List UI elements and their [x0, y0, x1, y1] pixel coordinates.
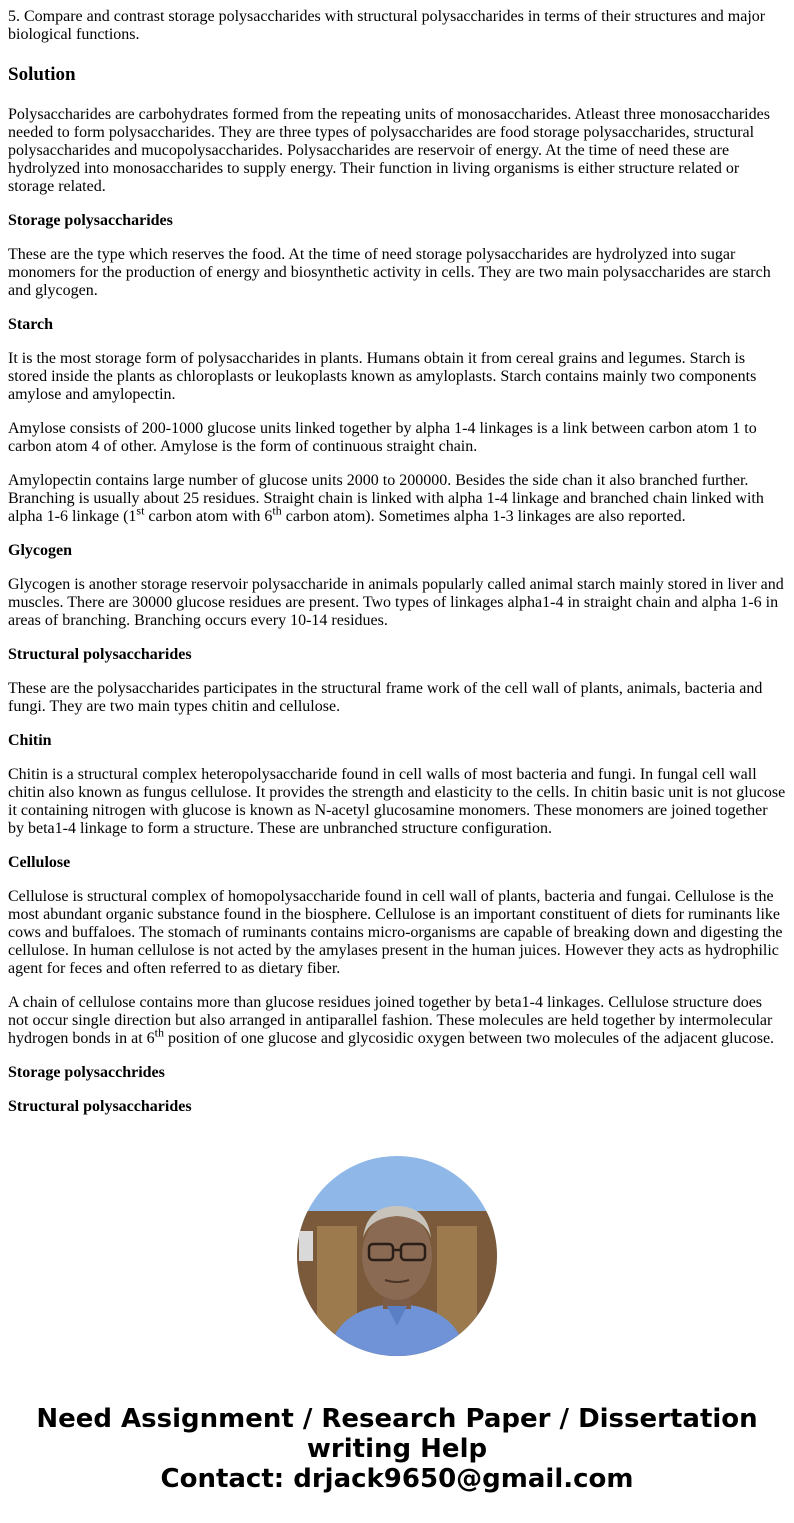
glycogen-heading: Glycogen — [8, 542, 72, 559]
question-text: 5. Compare and contrast storage polysaccharides with structural polysaccharides in terms of their structures and major biological functions. — [8, 8, 766, 43]
promo-banner — [0, 1404, 794, 1494]
chitin-heading: Chitin — [8, 732, 52, 749]
starch-paragraph-1: It is the most storage form of polysaccharides in plants. Humans obtain it from cereal grains and legumes. Starch is stored inside the plants as chloroplasts or leukoplasts known as amyloplasts. Starch contains mainly two components amylose and amylopectin. — [8, 350, 757, 403]
cellulose-paragraph-1: Cellulose is structural complex of homopolysaccharide found in cell wall of plants, bacteria and fungai. Cellulose is the most abundant organic substance found in the biosphere. Cellulose is an important constituent of diets for ruminants like cows and buffaloes. The stomach of ruminants contains micro-organisms are capable of breaking down and digesting the cellulose. In human cellulose is not acted by the amylases present in the human juices. However they acts as hydrophilic agent for feces and often referred to as dietary fiber. — [8, 888, 783, 977]
starch-p3-part-b: carbon atom with 6 — [144, 508, 273, 525]
starch-p3-sup-1: st — [136, 503, 145, 518]
glycogen-paragraph: Glycogen is another storage reservoir polysaccharide in animals popularly called animal starch mainly stored in liver and muscles. There are 30000 glucose residues are present. Two types of linkages alpha1-4 in straight chain and alpha 1-6 in areas of branching. Branching occurs every 10-14 residues. — [8, 576, 784, 629]
cellulose-p2-part-a: A chain of cellulose contains more than glucose residues joined together by beta1-4 linkages. Cellulose structure does not occur single direction but also arranged in antiparallel fashion. These molecules are held together by intermolecular hydrogen bonds in at 6 — [8, 994, 773, 1047]
promo-line-1: Need Assignment / Research Paper / Dissertation — [36, 1404, 758, 1434]
cellulose-p2-sup: th — [154, 1025, 164, 1040]
promo-line-2: writing Help — [306, 1434, 488, 1464]
starch-p3-part-a: Amylopectin contains large number of glucose units 2000 to 200000. Besides the side chan it also branched further. Branching is usually about 25 residues. Straight chain is linked with alpha 1-4 linkage and branched chain linked with alpha 1-6 linkage (1 — [8, 472, 764, 525]
promo-contact: Contact: drjack9650@gmail.com — [160, 1464, 634, 1494]
storage-heading: Storage polysaccharides — [8, 212, 173, 229]
structural-heading: Structural polysaccharides — [8, 646, 192, 663]
chitin-paragraph: Chitin is a structural complex heteropolysaccharide found in cell walls of most bacteria and fungi. In fungal cell wall chitin also known as fungus cellulose. It provides the strength and elasticity to the cells. In chitin basic unit is not glucose it containing nitrogen with glucose is known as N-acetyl glucosamine monomers. These monomers are joined together by beta1-4 linkage to form a structure. These are unbranched structure configuration. — [8, 766, 786, 837]
author-avatar — [297, 1156, 497, 1356]
author-photo-illustration — [297, 1156, 497, 1356]
starch-paragraph-3 — [8, 472, 786, 526]
trailing-structural-heading: Structural polysaccharides — [8, 1098, 192, 1115]
structural-paragraph: These are the polysaccharides participates in the structural frame work of the cell wall of plants, animals, bacteria and fungi. They are two main types chitin and cellulose. — [8, 680, 763, 715]
trailing-storage-heading: Storage polysacchrides — [8, 1064, 165, 1081]
cellulose-p2-part-b: position of one glucose and glycosidic oxygen between two molecules of the adjacent glucose. — [164, 1030, 775, 1047]
starch-p3-sup-2: th — [272, 503, 282, 518]
author-avatar-container — [8, 1156, 786, 1356]
cellulose-paragraph-2 — [8, 994, 786, 1048]
solution-heading: Solution — [8, 64, 76, 85]
starch-paragraph-2: Amylose consists of 200-1000 glucose units linked together by alpha 1-4 linkages is a link between carbon atom 1 to carbon atom 4 of other. Amylose is the form of continuous straight chain. — [8, 420, 757, 455]
storage-paragraph: These are the type which reserves the food. At the time of need storage polysaccharides are hydrolyzed into sugar monomers for the production of energy and biosynthetic activity in cells. They are two main polysaccharides are starch and glycogen. — [8, 246, 771, 299]
starch-heading: Starch — [8, 316, 54, 333]
starch-p3-part-c: carbon atom). Sometimes alpha 1-3 linkages are also reported. — [281, 508, 686, 525]
cellulose-heading: Cellulose — [8, 854, 71, 871]
intro-paragraph: Polysaccharides are carbohydrates formed from the repeating units of monosaccharides. Atleast three monosaccharides needed to form polysaccharides. They are three types of polysaccharides are food storage polysaccharides, structural polysaccharides and mucopolysaccharides. Polysaccharides are reservoir of energy. At the time of need these are hydrolyzed into monosaccharides to supply energy. Their function in living organisms is either structure related or storage related. — [8, 106, 770, 195]
